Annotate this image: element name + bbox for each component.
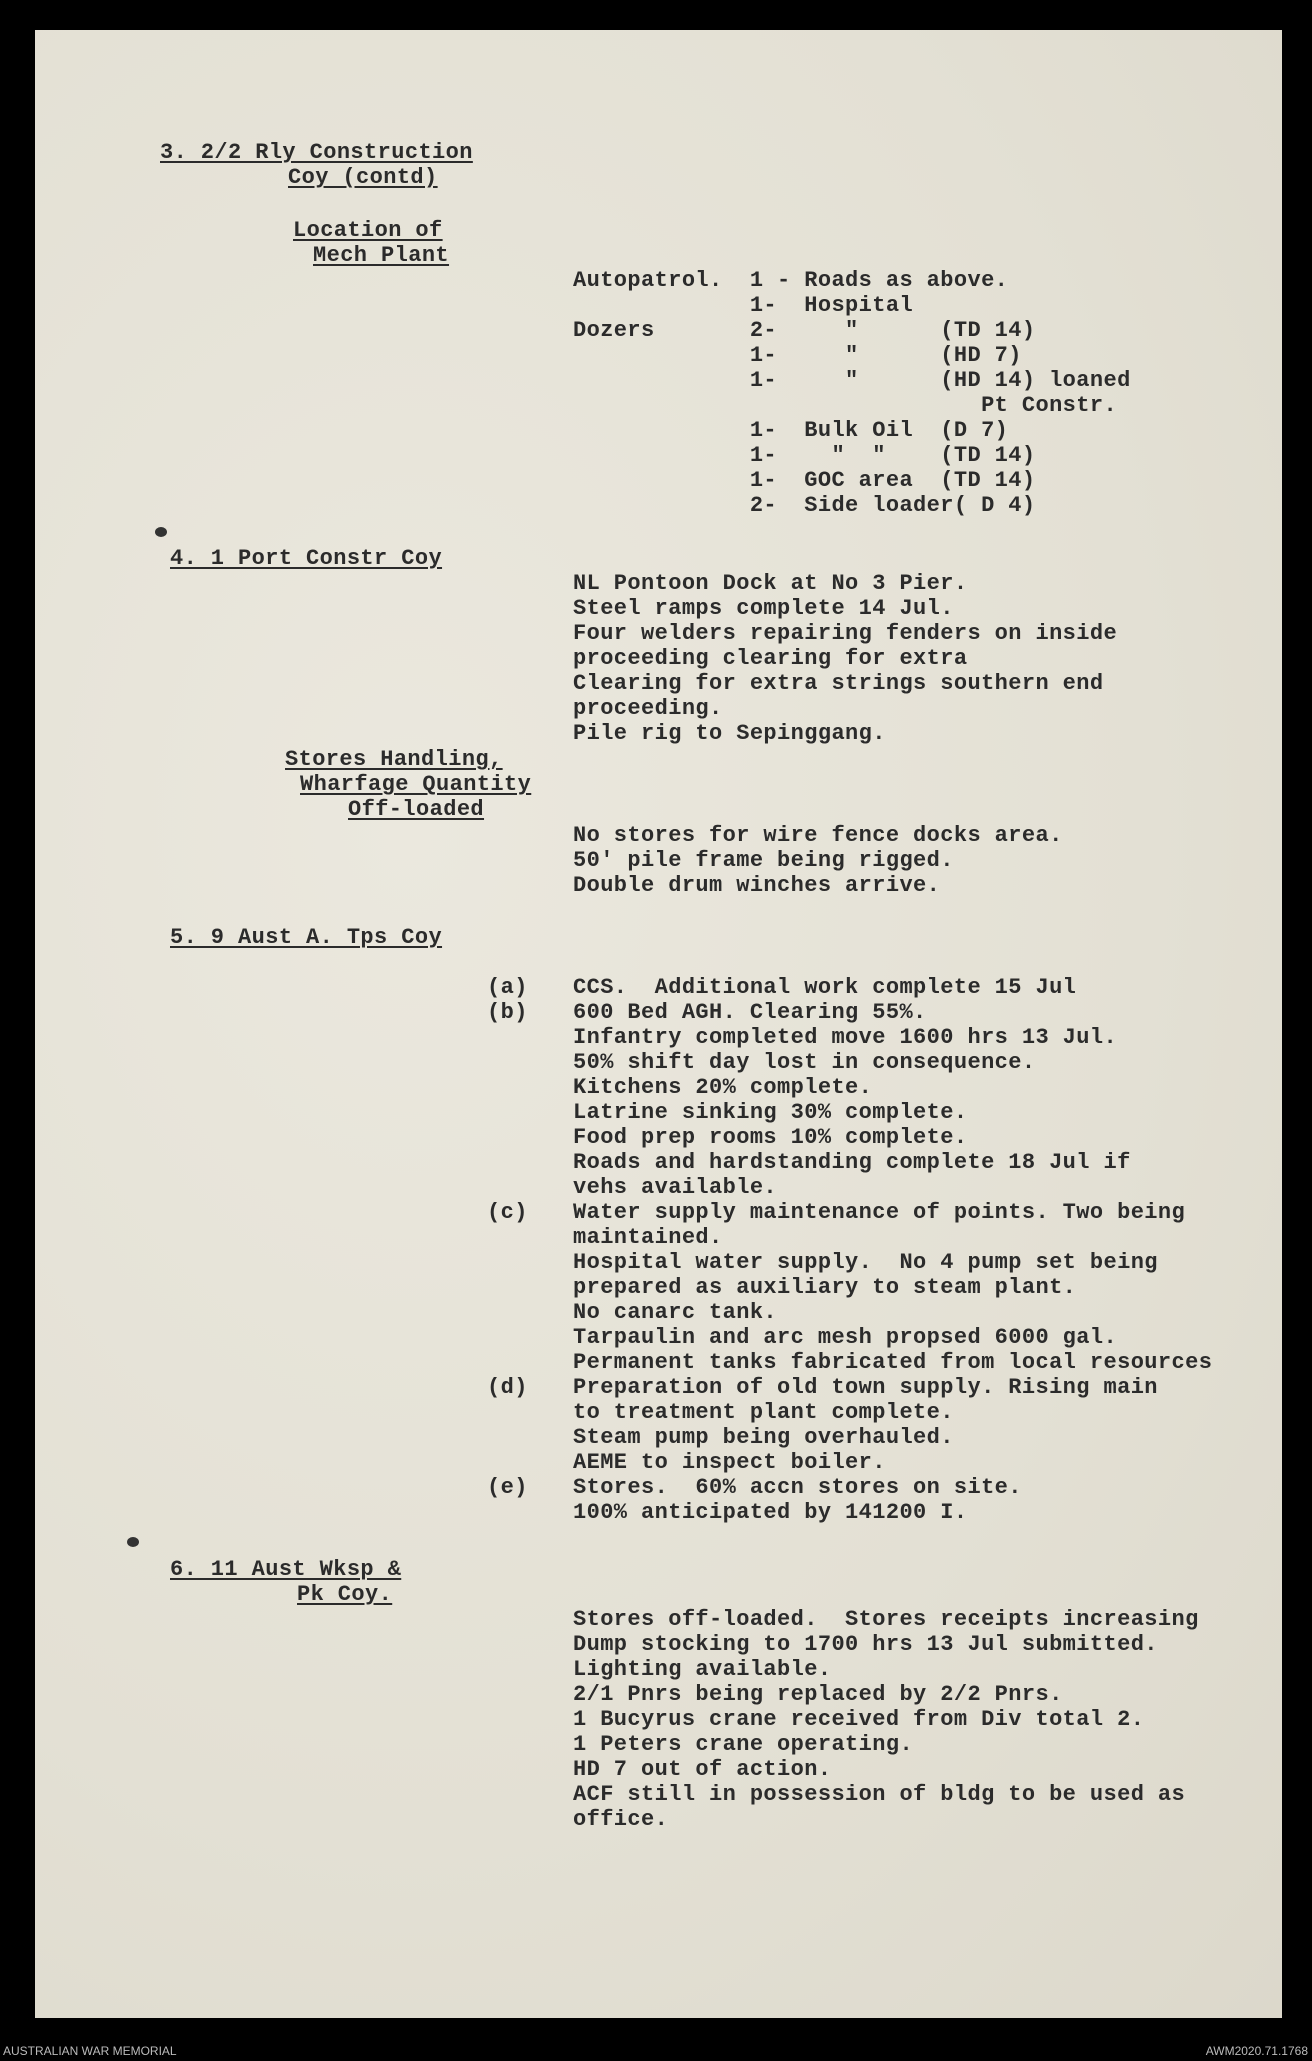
section-6-heading-cont: Pk Coy. bbox=[297, 1582, 393, 1607]
text-line: AEME to inspect boiler. bbox=[573, 1450, 886, 1475]
item-label-a: (a) bbox=[487, 975, 528, 1000]
footer-accession-number: AWM2020.71.1768 bbox=[1205, 2044, 1308, 2058]
section-4-subheading-cont: Wharfage Quantity bbox=[300, 772, 532, 797]
text-line: proceeding. bbox=[573, 696, 723, 721]
text-line: Water supply maintenance of points. Two being bbox=[573, 1200, 1186, 1225]
item-label-c: (c) bbox=[487, 1200, 528, 1225]
text-line: 2/1 Pnrs being replaced by 2/2 Pnrs. bbox=[573, 1682, 1063, 1707]
text-line: Steam pump being overhauled. bbox=[573, 1425, 954, 1450]
text-line: CCS. Additional work complete 15 Jul bbox=[573, 975, 1077, 1000]
section-5-heading: 5. 9 Aust A. Tps Coy bbox=[170, 925, 443, 950]
section-4-subheading-cont2: Off-loaded bbox=[348, 797, 485, 822]
text-line: Clearing for extra strings southern end bbox=[573, 671, 1104, 696]
item-label-e: (e) bbox=[487, 1475, 528, 1500]
text-line: NL Pontoon Dock at No 3 Pier. bbox=[573, 571, 968, 596]
text-line: Steel ramps complete 14 Jul. bbox=[573, 596, 954, 621]
text-line: Dozers 2- " (TD 14) bbox=[573, 318, 1036, 343]
text-line: Tarpaulin and arc mesh propsed 6000 gal. bbox=[573, 1325, 1118, 1350]
text-line: Lighting available. bbox=[573, 1657, 832, 1682]
footer-archive-name: AUSTRALIAN WAR MEMORIAL bbox=[3, 2044, 177, 2058]
text-line: 600 Bed AGH. Clearing 55%. bbox=[573, 1000, 927, 1025]
section-3-subheading-cont: Mech Plant bbox=[313, 243, 450, 268]
text-line: Preparation of old town supply. Rising main bbox=[573, 1375, 1158, 1400]
text-line: No stores for wire fence docks area. bbox=[573, 823, 1063, 848]
text-line: Food prep rooms 10% complete. bbox=[573, 1125, 968, 1150]
text-line: 2- Side loader( D 4) bbox=[573, 493, 1036, 518]
text-line: 1- GOC area (TD 14) bbox=[573, 468, 1036, 493]
text-line: 50% shift day lost in consequence. bbox=[573, 1050, 1036, 1075]
text-line: Kitchens 20% complete. bbox=[573, 1075, 873, 1100]
text-line: Stores off-loaded. Stores receipts increasing bbox=[573, 1607, 1199, 1632]
text-line: No canarc tank. bbox=[573, 1300, 778, 1325]
text-line: Permanent tanks fabricated from local resources bbox=[573, 1350, 1213, 1375]
text-line: Dump stocking to 1700 hrs 13 Jul submitted. bbox=[573, 1632, 1158, 1657]
text-line: 1 Bucyrus crane received from Div total 2. bbox=[573, 1707, 1145, 1732]
text-line: 100% anticipated by 141200 I. bbox=[573, 1500, 968, 1525]
text-line: ACF still in possession of bldg to be used as bbox=[573, 1782, 1186, 1807]
text-line: to treatment plant complete. bbox=[573, 1400, 954, 1425]
text-line: Pile rig to Sepinggang. bbox=[573, 721, 886, 746]
section-4-heading: 4. 1 Port Constr Coy bbox=[170, 546, 443, 571]
item-label-d: (d) bbox=[487, 1375, 528, 1400]
text-line: 50' pile frame being rigged. bbox=[573, 848, 954, 873]
section-3-subheading: Location of bbox=[293, 218, 443, 243]
text-line: 1- Hospital bbox=[573, 293, 914, 318]
text-line: Roads and hardstanding complete 18 Jul if bbox=[573, 1150, 1131, 1175]
text-line: 1- " (HD 14) loaned bbox=[573, 368, 1131, 393]
text-line: proceeding clearing for extra bbox=[573, 646, 968, 671]
punch-hole-mark bbox=[127, 1537, 139, 1547]
text-line: Autopatrol. 1 - Roads as above. bbox=[573, 268, 1009, 293]
text-line: Hospital water supply. No 4 pump set being bbox=[573, 1250, 1158, 1275]
text-line: maintained. bbox=[573, 1225, 723, 1250]
text-line: Four welders repairing fenders on inside bbox=[573, 621, 1118, 646]
text-line: office. bbox=[573, 1807, 669, 1832]
text-line: Stores. 60% accn stores on site. bbox=[573, 1475, 1022, 1500]
section-3-heading-cont: Coy (contd) bbox=[288, 165, 438, 190]
section-4-subheading: Stores Handling, bbox=[285, 747, 503, 772]
text-line: HD 7 out of action. bbox=[573, 1757, 832, 1782]
text-line: Infantry completed move 1600 hrs 13 Jul. bbox=[573, 1025, 1118, 1050]
text-line: 1 Peters crane operating. bbox=[573, 1732, 914, 1757]
text-line: 1- Bulk Oil (D 7) bbox=[573, 418, 1009, 443]
text-line: prepared as auxiliary to steam plant. bbox=[573, 1275, 1077, 1300]
text-line: Double drum winches arrive. bbox=[573, 873, 941, 898]
text-line: 1- " (HD 7) bbox=[573, 343, 1022, 368]
section-3-heading: 3. 2/2 Rly Construction bbox=[160, 140, 473, 165]
punch-hole-mark bbox=[155, 527, 167, 537]
section-6-heading: 6. 11 Aust Wksp & bbox=[170, 1557, 402, 1582]
text-line: Latrine sinking 30% complete. bbox=[573, 1100, 968, 1125]
text-line: 1- " " (TD 14) bbox=[573, 443, 1036, 468]
text-line: vehs available. bbox=[573, 1175, 778, 1200]
item-label-b: (b) bbox=[487, 1000, 528, 1025]
text-line: Pt Constr. bbox=[573, 393, 1118, 418]
